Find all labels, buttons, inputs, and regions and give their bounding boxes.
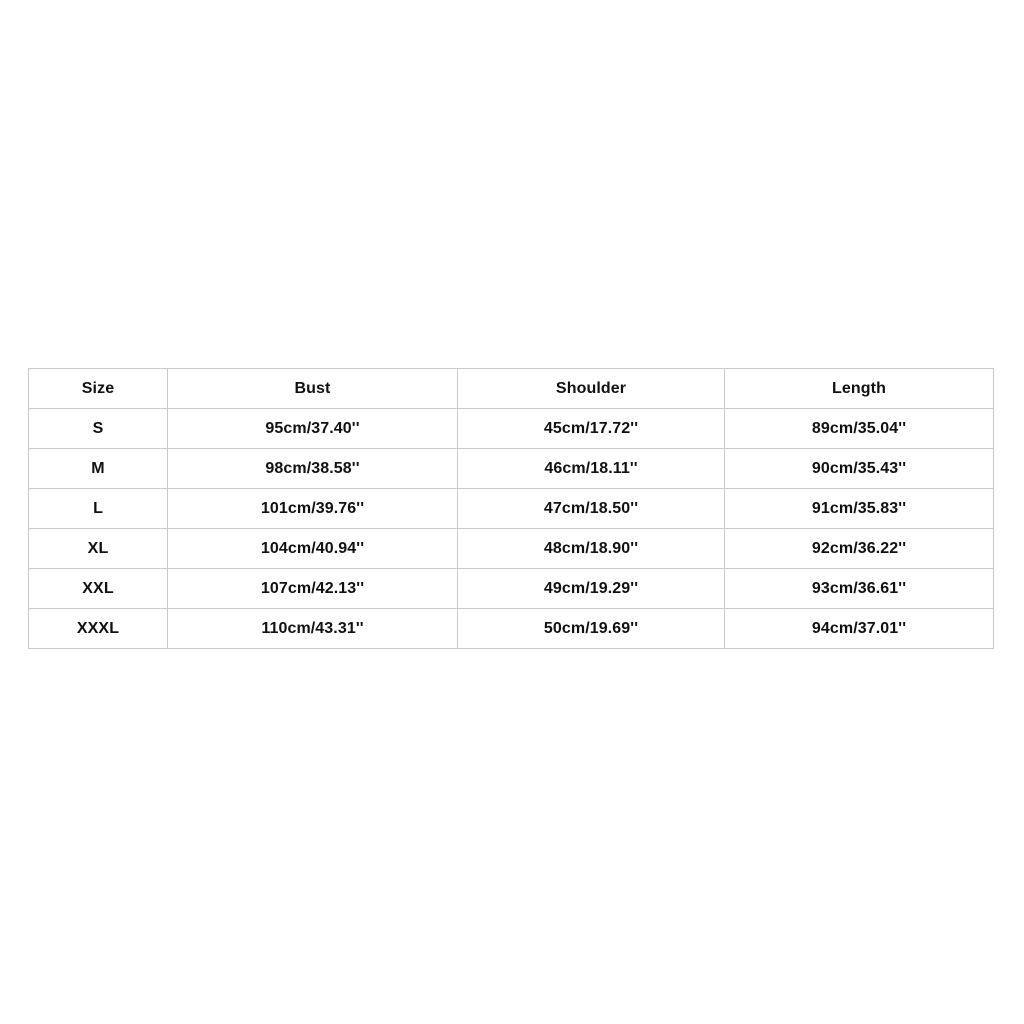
cell-length: 89cm/35.04''	[725, 409, 994, 449]
header-size: Size	[29, 369, 168, 409]
cell-size: XXXL	[29, 609, 168, 649]
table-header-row	[29, 369, 994, 409]
table-row	[29, 409, 994, 449]
cell-length: 92cm/36.22''	[725, 529, 994, 569]
cell-bust: 104cm/40.94''	[168, 529, 458, 569]
cell-length: 93cm/36.61''	[725, 569, 994, 609]
cell-size: S	[29, 409, 168, 449]
cell-shoulder: 46cm/18.11''	[458, 449, 725, 489]
cell-shoulder: 49cm/19.29''	[458, 569, 725, 609]
table-row	[29, 529, 994, 569]
cell-size: L	[29, 489, 168, 529]
cell-shoulder: 47cm/18.50''	[458, 489, 725, 529]
cell-bust: 98cm/38.58''	[168, 449, 458, 489]
header-length: Length	[725, 369, 994, 409]
cell-size: M	[29, 449, 168, 489]
cell-bust: 95cm/37.40''	[168, 409, 458, 449]
table-row	[29, 609, 994, 649]
size-chart-table	[28, 368, 994, 649]
cell-size: XL	[29, 529, 168, 569]
cell-bust: 110cm/43.31''	[168, 609, 458, 649]
header-shoulder: Shoulder	[458, 369, 725, 409]
table-row	[29, 489, 994, 529]
cell-bust: 107cm/42.13''	[168, 569, 458, 609]
cell-length: 94cm/37.01''	[725, 609, 994, 649]
cell-shoulder: 50cm/19.69''	[458, 609, 725, 649]
header-bust: Bust	[168, 369, 458, 409]
cell-shoulder: 48cm/18.90''	[458, 529, 725, 569]
table-row	[29, 569, 994, 609]
cell-size: XXL	[29, 569, 168, 609]
cell-bust: 101cm/39.76''	[168, 489, 458, 529]
cell-length: 90cm/35.43''	[725, 449, 994, 489]
cell-length: 91cm/35.83''	[725, 489, 994, 529]
cell-shoulder: 45cm/17.72''	[458, 409, 725, 449]
table-row	[29, 449, 994, 489]
